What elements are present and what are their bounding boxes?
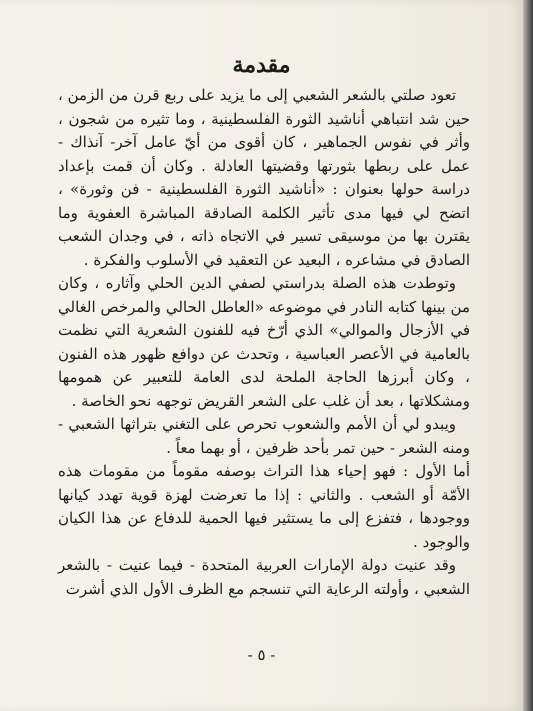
paragraph-5: وقد عنيت دولة الإمارات العربية المتحدة - فيما عنيت - بالشعر الشعبي ، وأولته الرعاية التي تنسجم مع الظرف الأول الذي أشرت: [58, 556, 470, 598]
page-title: مقدمة: [232, 52, 291, 78]
paragraph-3: ويبدو لي أن الأمم والشعوب تحرص على التغني بتراثها الشعبي - ومنه الشعر - حين تمر بأحد ظرفين ، أو بهما معاً .: [58, 415, 470, 457]
page-number: - ٥ -: [247, 646, 276, 664]
paragraph-2: وتوطدت هذه الصلة بدراستي لصفي الدين الحلي وآثاره ، وكان من بينها كتابه النادر في موضوعه «العاطل الحالي والمرخص الغالي في الأزجال والموالي» الذي أرّخ فيه للفنون الشعرية التي نظمت بالعامية في الأعصر العباسية ، وتحدث عن دوافع ظهور هذه الفنون ، وكان أبرزها الحاجة الملحة لدى العامة للتعبير عن همومها ومشكلاتها ، بعد أن غلب على الشعر القريض توجهه نحو الخاصة .: [58, 274, 470, 410]
paragraph-4: أما الأول : فهو إحياء هذا التراث بوصفه مقوماً من مقومات هذه الأمّة أو الشعب . والثاني : إذا ما تعرضت لهزة قوية تهدد كيانها ووجودها ، فتفزع إلى ما يستثير فيها الحمية للدفاع عن هذا الكيان والوجود .: [58, 462, 470, 551]
body-text: [58, 84, 470, 601]
paragraph-1: تعود صلتي بالشعر الشعبي إلى ما يزيد على ربع قرن من الزمن ، حين شد انتباهي أناشيد الثورة الفلسطينية ، وما تثيره من شجون ، وأثر في نفوس الجماهير ، كان أقوى من أيّ عامل آخر- آنذاك - عمل على ربطها بثورتها وقضيتها العادلة . وكان أن قمت بإعداد دراسة حولها بعنوان : «أناشيد الثورة الفلسطينية - فن وثورة» ، اتضح لي فيها مدى تأثير الكلمة الصادقة المباشرة العفوية وما يقترن بها من موسيقى تسير في الاتجاه ذاته ، في وجدان الشعب الصادق في مشاعره ، البعيد عن التعقيد في الأسلوب والفكرة .: [58, 86, 470, 269]
page-edge-shadow: [523, 0, 533, 711]
